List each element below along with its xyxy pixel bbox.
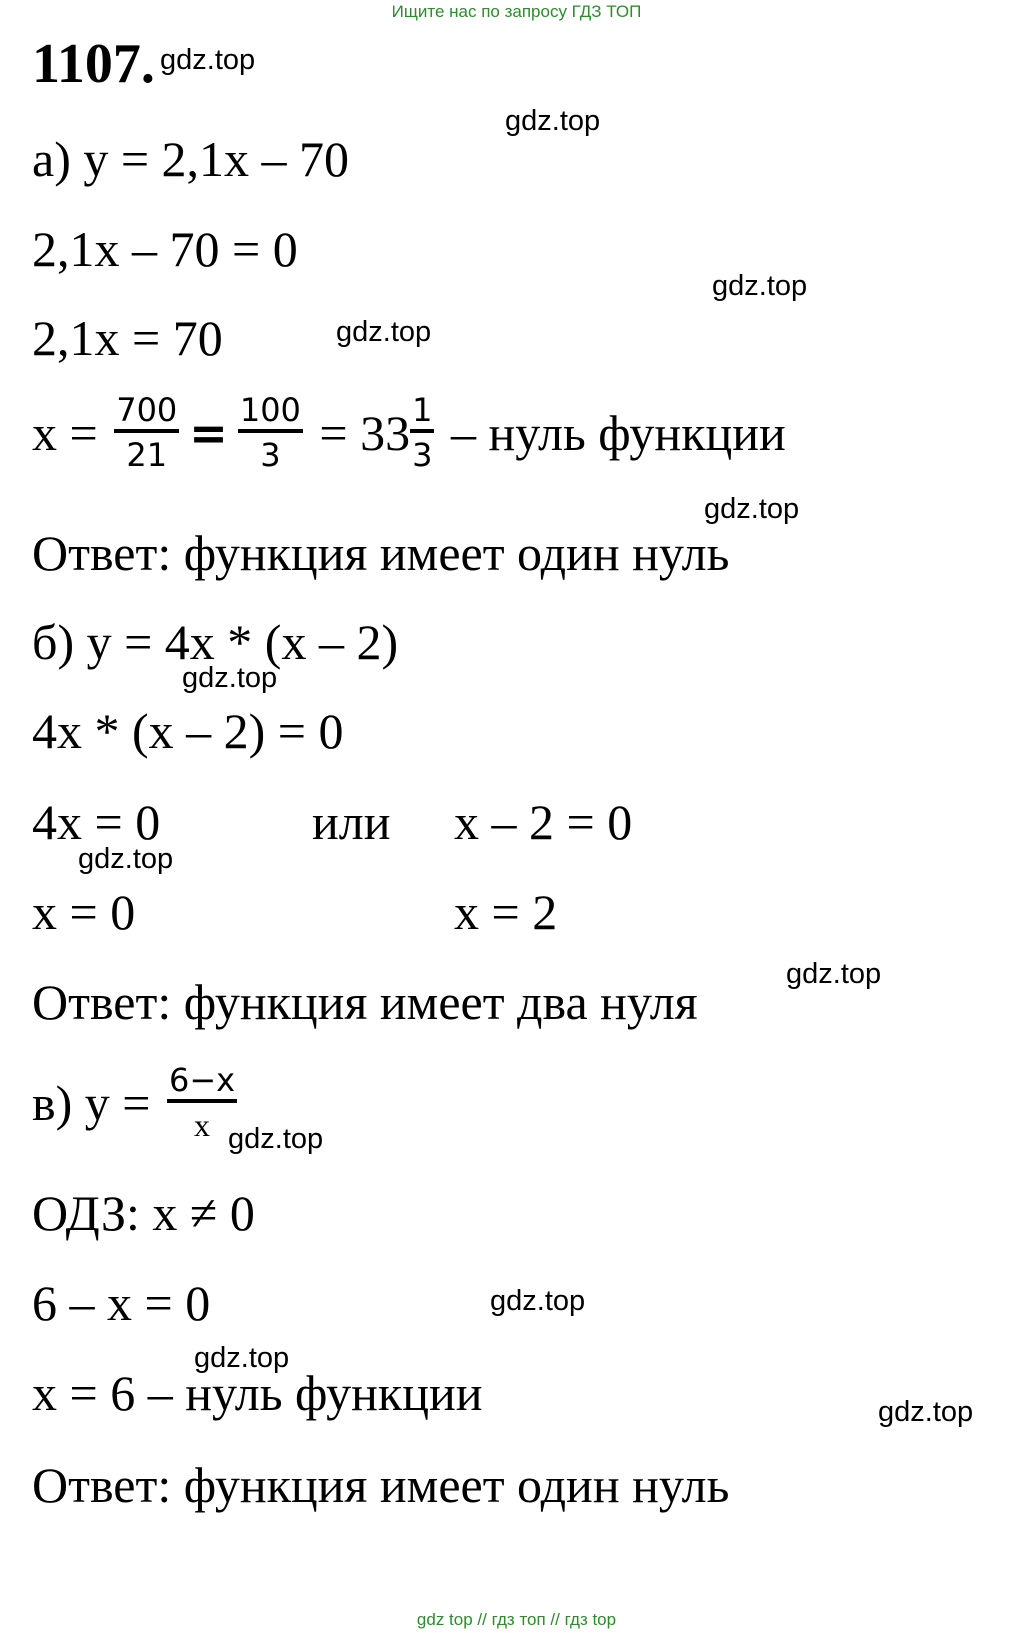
watermark: gdz.top [712, 270, 808, 302]
part-a-step: 2,1x = 70 [32, 310, 223, 366]
solution-end: – нуль функции [438, 404, 786, 461]
part-a-equation: 2,1x – 70 = 0 [32, 221, 298, 277]
watermark: gdz.top [878, 1396, 974, 1428]
fraction-denominator: 3 [238, 429, 303, 474]
fraction-numerator: 700 [116, 391, 178, 429]
fraction-denominator: 3 [410, 429, 434, 474]
function-start: в) y = [32, 1074, 163, 1131]
watermark: gdz.top [704, 493, 800, 525]
part-b-case-right: x – 2 = 0 [454, 794, 633, 850]
solution-start: x = [32, 404, 111, 461]
part-b-answer: Ответ: функция имеет два нуля [32, 974, 698, 1030]
part-b-root-right: x = 2 [454, 884, 558, 940]
part-b-or: или [312, 794, 391, 850]
part-c-odz: ОДЗ: x ≠ 0 [32, 1185, 255, 1241]
watermark: gdz.top [160, 44, 256, 76]
watermark: gdz.top [182, 662, 278, 694]
problem-number: 1107. [32, 33, 155, 95]
fraction-700-21 [114, 392, 179, 474]
bold-equals-sign: = [189, 405, 228, 460]
fraction-denominator: x [167, 1099, 237, 1144]
part-b-function: б) y = 4x * (x – 2) [32, 614, 399, 670]
part-c-solution: x = 6 – нуль функции [32, 1365, 483, 1421]
watermark: gdz.top [194, 1342, 290, 1374]
part-b-root-left: x = 0 [32, 884, 136, 940]
part-a-solution [32, 392, 786, 474]
part-a-function: а) y = 2,1x – 70 [32, 131, 350, 187]
part-b-case-left: 4x = 0 [32, 794, 161, 850]
fraction-denominator: 21 [114, 429, 179, 474]
part-a-answer: Ответ: функция имеет один нуль [32, 525, 730, 581]
watermark: gdz.top [490, 1285, 586, 1317]
fraction-100-3 [238, 392, 303, 474]
watermark: gdz.top [505, 105, 601, 137]
part-c-function [32, 1062, 241, 1144]
part-c-answer: Ответ: функция имеет один нуль [32, 1457, 730, 1513]
top-banner: Ищите нас по запросу ГДЗ ТОП [391, 2, 642, 21]
fraction-6-minus-x-over-x [167, 1062, 237, 1144]
watermark: gdz.top [786, 958, 882, 990]
part-c-equation: 6 – x = 0 [32, 1275, 211, 1331]
watermark: gdz.top [336, 316, 432, 348]
solution-mixed-whole: = 33 [306, 404, 411, 461]
fraction-numerator: 100 [239, 391, 301, 429]
fraction-1-3 [410, 392, 434, 474]
watermark: gdz.top [78, 843, 174, 875]
part-b-equation: 4x * (x – 2) = 0 [32, 703, 344, 759]
fraction-numerator: 1 [412, 391, 433, 429]
fraction-numerator: 6−x [168, 1061, 236, 1099]
footer-links: gdz top // гдз топ // гдз top [416, 1610, 617, 1629]
watermark: gdz.top [228, 1123, 324, 1155]
